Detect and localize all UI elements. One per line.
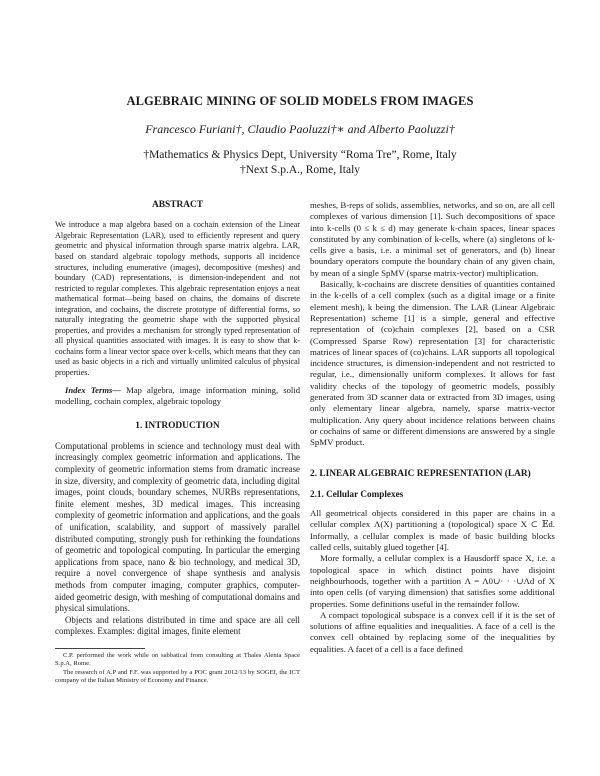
introduction-heading: 1. INTRODUCTION [135,420,220,431]
right-paragraph-1: meshes, B-reps of solids, assemblies, networks, and so on, are all cell complexes of various dimension [1]. Such decompositions of space into k-cells (0 ≤ k ≤ d) may generate k-chain spaces, linear spaces constituted by any combination of k-cells, where (a) singletons of k-cells give a basis, i.e. a minimal set of generators, and (b) linear boundary operators compute the boundary chain of any given chain, by mean of a single SpMV (sparse matrix-vector) multiplication. [310,200,555,278]
index-terms-text: Map algebra, image information mining, solid modelling, cochain complex, algebraic topology [55,384,300,406]
section-2-paragraph-3: A compact topological subspace is a convex cell if it is the set of solutions of affine equalities and inequalities. A face of a cell is the convex cell obtained by replacing some of the inequalities by equalities. A facet of a cell is a face defined [310,609,555,654]
footnote-1: C.P. performed the work while on sabbatical from consulting at Thales Alenia Space S.p.A, Rome. [55,651,300,668]
paper-title: ALGEBRAIC MINING OF SOLID MODELS FROM IMAGES [126,94,474,108]
subsection-2-1-heading: 2.1. Cellular Complexes [310,488,404,499]
intro-paragraph-1: Computational problems in science and technology must deal with increasingly complex geometric information and applications. The complexity of geometric information stems from dramatic increase in size, diversity, and complexity of geometric data, including digital images, point clouds, boundary schemes, NURBs representations, finite element meshes, 3D medical images. This increasing complexity of geometric information and applications, and the goals of unification, scalability, and support of massively parallel distributed computing, strongly push for rethinking the foundations of geometric and topological computing. In particular the emerging applications from space, nano & bio technology, and medical 3D, require a novel convergence of shape synthesis and analysis methods from computer imaging, computer graphics, computer-aided geometric design, with meshing of computational domains and physical simulations. [55,440,300,614]
section-2-paragraph-2: More formally, a cellular complex is a Hausdorff space X, i.e. a topological space in which distinct points have disjoint neighbourhoods, together with a partition Λ = Λ0∪· · ·∪Λd of X into open cells (of varying dimension) that satisfies some additional properties. Some definitions useful in the remainder follow. [310,553,555,609]
abstract-heading: ABSTRACT [151,200,204,210]
footnote-rule [55,648,145,649]
right-paragraph-2: Basically, k-cochains are discrete densities of quantities contained in the k-cells of a cell complex (such as a digital image or a finite element mesh), k being the dimension. The LAR (Linear Algebraic Representation) scheme [1] is a simple, general and effective representation of (co)chain complexes [2], based on a CSR (Compressed Sparse Row) representation [3] for characteristic matrices of linear spaces of (co)chains. LAR supports all topological incidence structures, is dimension-independent and not restricted to regular, i.e., dimensionally uniform complexes. It allows for fast validity checks of the topology of geometric models, possibly generated from 3D scanner data or extracted from 3D images, using only elementary linear algebra, namely, sparse matrix-vector multiplication. Any query about incidence relations between chains or cochains of same or different dimensions are answered by a single SpMV product. [310,279,555,448]
index-terms-label: Index Terms— [65,384,121,395]
intro-paragraph-2: Objects and relations distributed in time and space are all cell complexes. Examples: digital images, finite element [55,614,300,637]
affiliation-1: †Mathematics & Physics Dept, University “Roma Tre”, Rome, Italy [143,149,457,161]
right-column [310,200,555,655]
abstract-text: We introduce a map algebra based on a cochain extension of the Linear Algebraic Representation (LAR), used to efficiently represent and query geometric and physical information through sparse matrix algebra. LAR, based on standard algebraic topology methods, supports all incidence structures, including enumerative (images), decompositive (meshes) and boundary (CAD) representations, is dimension-independent and not restricted to regular complexes. This algebraic representation enjoys a neat mathematical format—being based on chains, the domains of discrete integration, and cochains, the discrete prototype of differential forms, so naturally integrating the geometric shape with the supported physical properties, and provides a mechanism for strongly typed representation of all physical quantities associated with images. It is easy to show that k-cochains form a linear vector space over k-cells, which means that they can used as basic objects in a rich and virtually unlimited calculus of physical properties. [55,220,300,377]
left-column [55,200,300,685]
footnote-2: The research of A.P and F.F. was supported by a POC grant 2012/13 by SOGEI, the ICT company of the Italian Ministry of Economy and Finance. [55,669,300,685]
abstract-body [55,220,300,378]
introduction-body [55,441,300,638]
paper-authors: Francesco Furiani†, Claudio Paoluzzi†∗ and Alberto Paoluzzi† [145,122,455,136]
section-2-paragraph-1: All geometrical objects considered in this paper are chains in a cellular complex Λ(X) partitioning a (topological) space X ⊂ 𝔼d. Informally, a cellular complex is made of basic building blocks called cells, suitably glued together [4]. [310,508,555,553]
affiliation-2: †Next S.p.A., Rome, Italy [239,164,361,176]
index-terms [55,385,300,407]
section-2-heading: 2. LINEAR ALGEBRAIC REPRESENTATION (LAR) [310,468,531,479]
